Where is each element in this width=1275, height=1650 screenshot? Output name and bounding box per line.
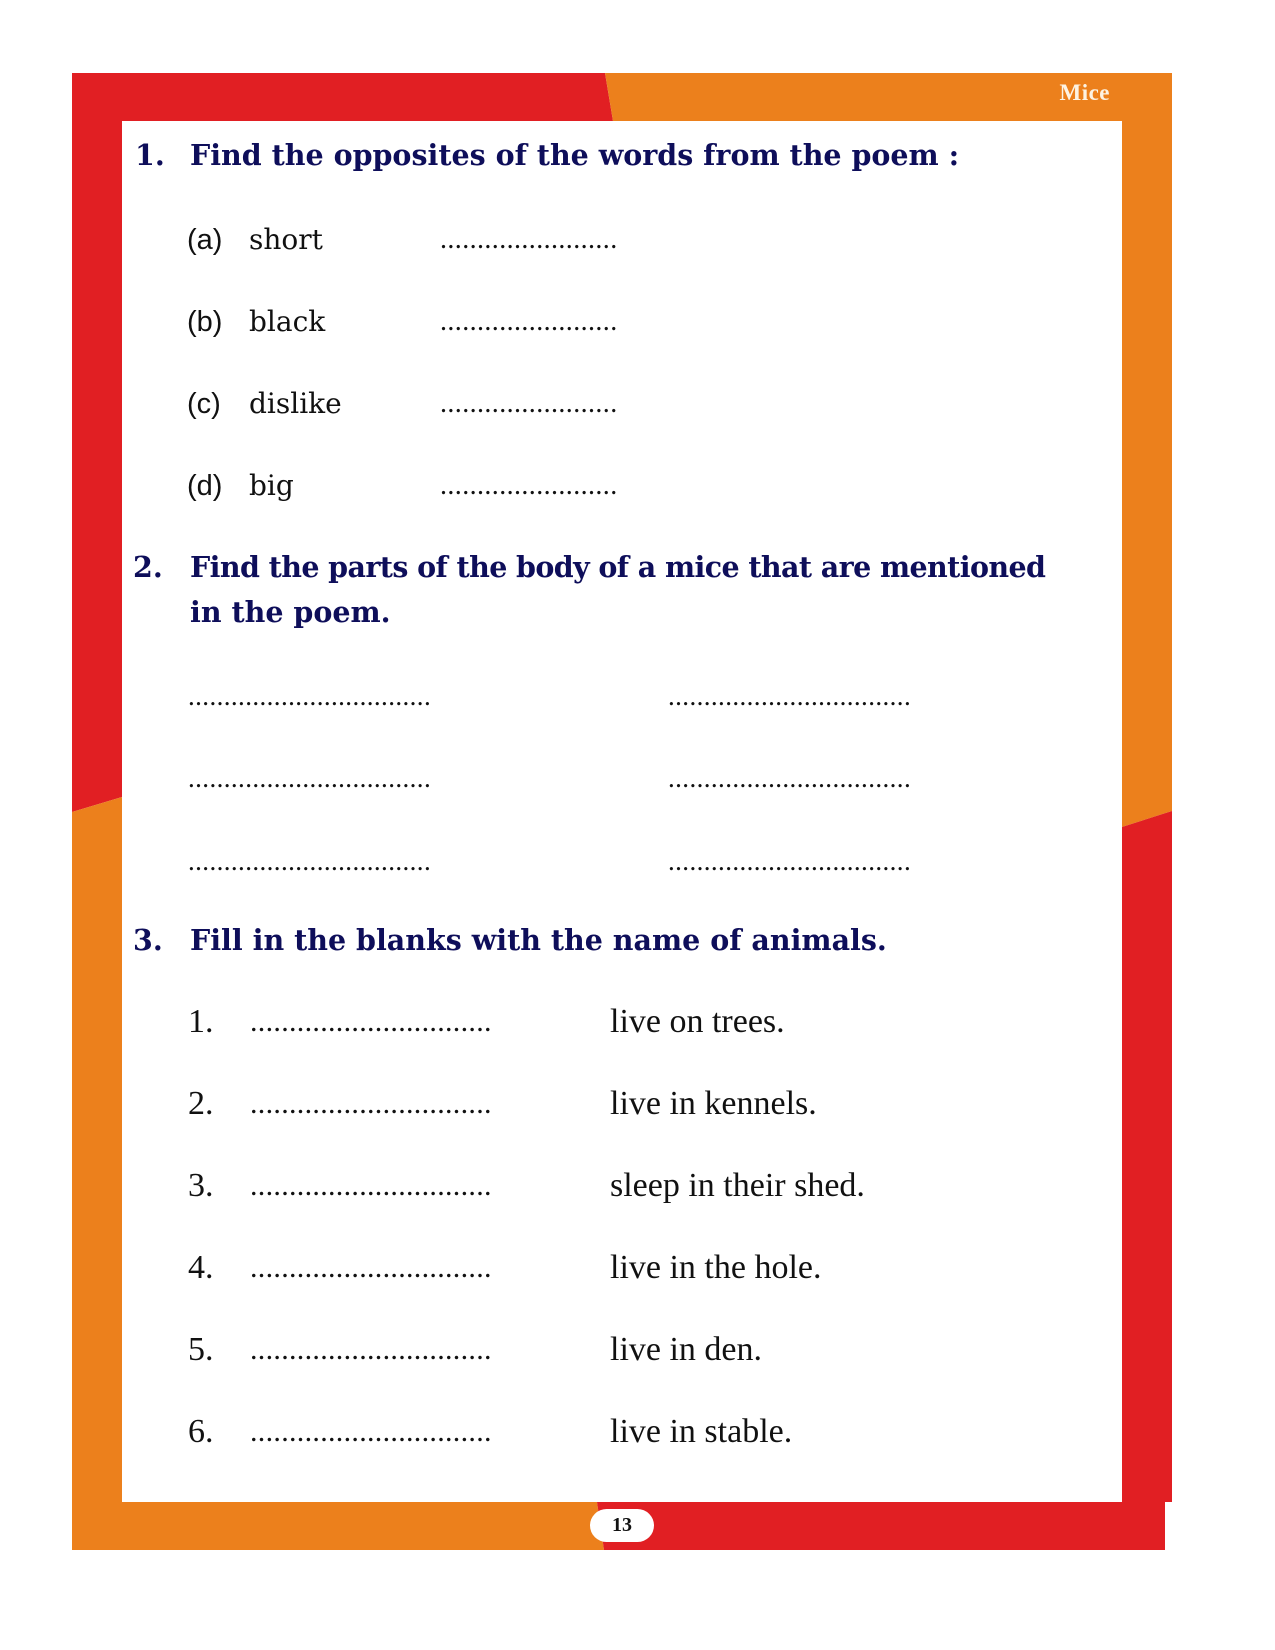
fill-answer-blank[interactable]: ............................... <box>250 1251 492 1284</box>
chapter-title: Mice <box>1059 80 1110 105</box>
fill-answer-blank[interactable]: ............................... <box>250 1169 492 1202</box>
question-2-heading-line2: in the poem. <box>190 595 391 629</box>
fill-item-text: live in stable. <box>610 1413 793 1450</box>
question-3-text: Fill in the blanks with the name of animals. <box>190 923 887 957</box>
left-column-red <box>72 121 122 812</box>
item-letter: (b) <box>187 306 223 338</box>
item-letter: (c) <box>187 388 221 420</box>
item-letter: (a) <box>187 224 223 256</box>
fill-answer-blank[interactable]: ............................... <box>250 1333 492 1366</box>
item-letter: (d) <box>187 470 223 502</box>
answer-blank-a[interactable]: ........................ <box>440 224 618 255</box>
fill-answer-blank[interactable]: ............................... <box>250 1415 492 1448</box>
answer-blank-c[interactable]: ........................ <box>440 388 618 419</box>
question-2-text-line1: Find the parts of the body of a mice that are mentioned <box>190 550 1046 584</box>
fill-item-text: live on trees. <box>610 1003 785 1040</box>
fill-item-number: 3. <box>188 1167 214 1204</box>
question-1-number: 1. <box>135 138 165 172</box>
question-2-number: 2. <box>133 550 163 584</box>
fill-item-text: sleep in their shed. <box>610 1167 865 1204</box>
item-word: big <box>249 469 294 502</box>
body-part-blank-6[interactable]: .................................. <box>668 846 912 876</box>
body-part-blank-3[interactable]: .................................. <box>188 763 432 793</box>
body-part-blank-4[interactable]: .................................. <box>668 763 912 793</box>
item-word: short <box>249 223 323 256</box>
left-column-orange <box>72 797 122 1550</box>
answer-blank-b[interactable]: ........................ <box>440 306 618 337</box>
page-number-badge: 13 <box>590 1509 654 1542</box>
item-word: dislike <box>249 387 342 420</box>
fill-item-text: live in kennels. <box>610 1085 817 1122</box>
fill-item-number: 2. <box>188 1085 214 1122</box>
body-part-blank-1[interactable]: .................................. <box>188 681 432 711</box>
worksheet-content <box>122 121 1122 1502</box>
bottom-bar-orange <box>72 1502 604 1550</box>
right-column-orange <box>1122 121 1172 827</box>
bottom-bar-red <box>597 1502 1165 1550</box>
fill-item-number: 6. <box>188 1413 214 1450</box>
answer-blank-d[interactable]: ........................ <box>440 470 618 501</box>
fill-answer-blank[interactable]: ............................... <box>250 1087 492 1120</box>
body-part-blank-5[interactable]: .................................. <box>188 846 432 876</box>
fill-answer-blank[interactable]: ............................... <box>250 1005 492 1038</box>
fill-item-number: 4. <box>188 1249 214 1286</box>
fill-item-text: live in den. <box>610 1331 763 1368</box>
fill-item-number: 5. <box>188 1331 214 1368</box>
fill-item-number: 1. <box>188 1003 214 1040</box>
right-column-red <box>1122 811 1172 1502</box>
top-bar-red <box>72 73 613 121</box>
question-1-text: Find the opposites of the words from the poem : <box>190 138 960 172</box>
question-3-number: 3. <box>133 923 163 957</box>
body-part-blank-2[interactable]: .................................. <box>668 681 912 711</box>
fill-item-text: live in the hole. <box>610 1249 822 1286</box>
item-word: black <box>249 305 326 338</box>
